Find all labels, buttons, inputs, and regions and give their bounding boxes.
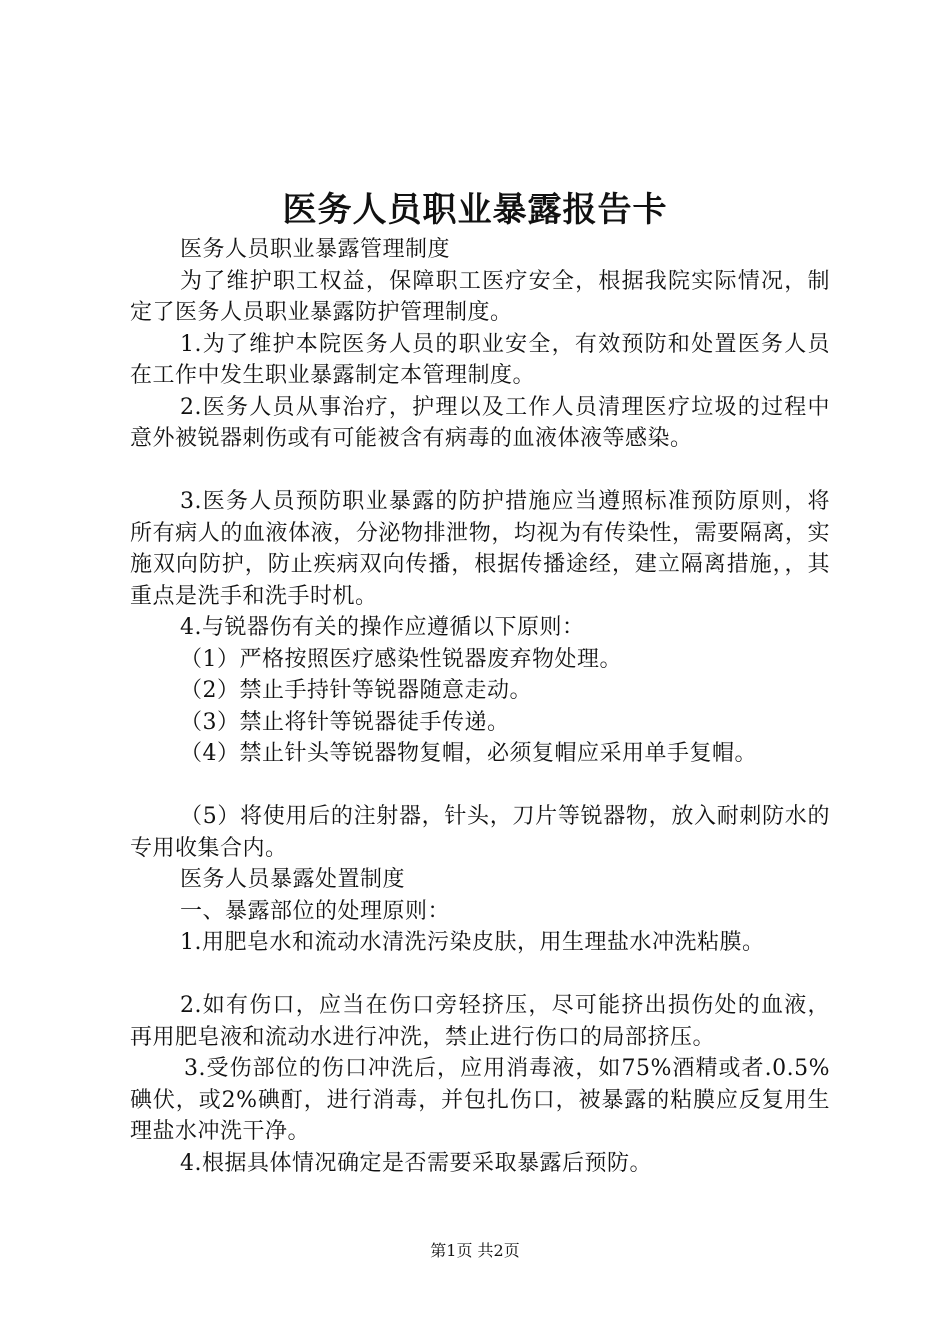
document-title: 医务人员职业暴露报告卡	[282, 190, 668, 230]
list-item-sub-2: （2）禁止手持针等锐器随意走动。	[180, 678, 532, 703]
paragraph-item-3: 3.医务人员预防职业暴露的防护措施应当遵照标准预防原则，将所有病人的血液体液，分泌物排泄物，均视为有传染性，需要隔离，实施双向防护，防止疾病双向传播，根据传播途经，建立隔离措施，，其重点是洗手和洗手时机。	[130, 489, 830, 609]
list-item-sub-4: （4）禁止针头等锐器物复帽，必须复帽应采用单手复帽。	[180, 741, 757, 766]
spacer	[130, 770, 830, 802]
list-item-sub-3: （3）禁止将针等锐器徒手传递。	[180, 709, 510, 735]
subsection-heading-principles: 一、暴露部位的处理原则：	[180, 898, 451, 924]
paragraph-item-4: 4.与锐器伤有关的操作应遵循以下原则：	[180, 615, 585, 640]
paragraph-intro: 为了维护职工权益，保障职工医疗安全，根据我院实际情况，制定了医务人员职业暴露防护管理制度。	[130, 268, 830, 325]
paragraph-handling-3: 3.受伤部位的伤口冲洗后，应用消毒液，如75%酒精或者.0.5%碘伏，或2%碘酊，进行消毒，并包扎伤口，被暴露的粘膜应反复用生理盐水冲洗干净。	[130, 1056, 830, 1144]
paragraph-handling-4: 4.根据具体情况确定是否需要采取暴露后预防。	[180, 1150, 652, 1176]
section-heading-handling: 医务人员暴露处置制度	[180, 867, 406, 892]
spacer	[130, 455, 830, 487]
page-footer: 第1页 共2页	[430, 1241, 520, 1260]
document-body	[130, 234, 830, 1179]
paragraph-handling-1: 1.用肥皂水和流动水清洗污染皮肤，用生理盐水冲洗粘膜。	[180, 930, 765, 955]
paragraph-handling-2: 2.如有伤口，应当在伤口旁轻挤压，尽可能挤出损伤处的血液，再用肥皂液和流动水进行冲洗，禁止进行伤口的局部挤压。	[130, 993, 830, 1050]
spacer	[130, 959, 830, 991]
list-item-sub-1: （1）严格按照医疗感染性锐器废弃物处理。	[180, 646, 622, 672]
paragraph-item-1: 1.为了维护本院医务人员的职业安全，有效预防和处置医务人员在工作中发生职业暴露制定本管理制度。	[130, 331, 830, 388]
section-heading-management: 医务人员职业暴露管理制度	[180, 237, 451, 262]
paragraph-item-2: 2.医务人员从事治疗，护理以及工作人员清理医疗垃圾的过程中意外被锐器刺伤或有可能被含有病毒的血液体液等感染。	[130, 394, 830, 451]
list-item-sub-5: （5）将使用后的注射器，针头，刀片等锐器物，放入耐刺防水的专用收集合内。	[130, 804, 830, 861]
